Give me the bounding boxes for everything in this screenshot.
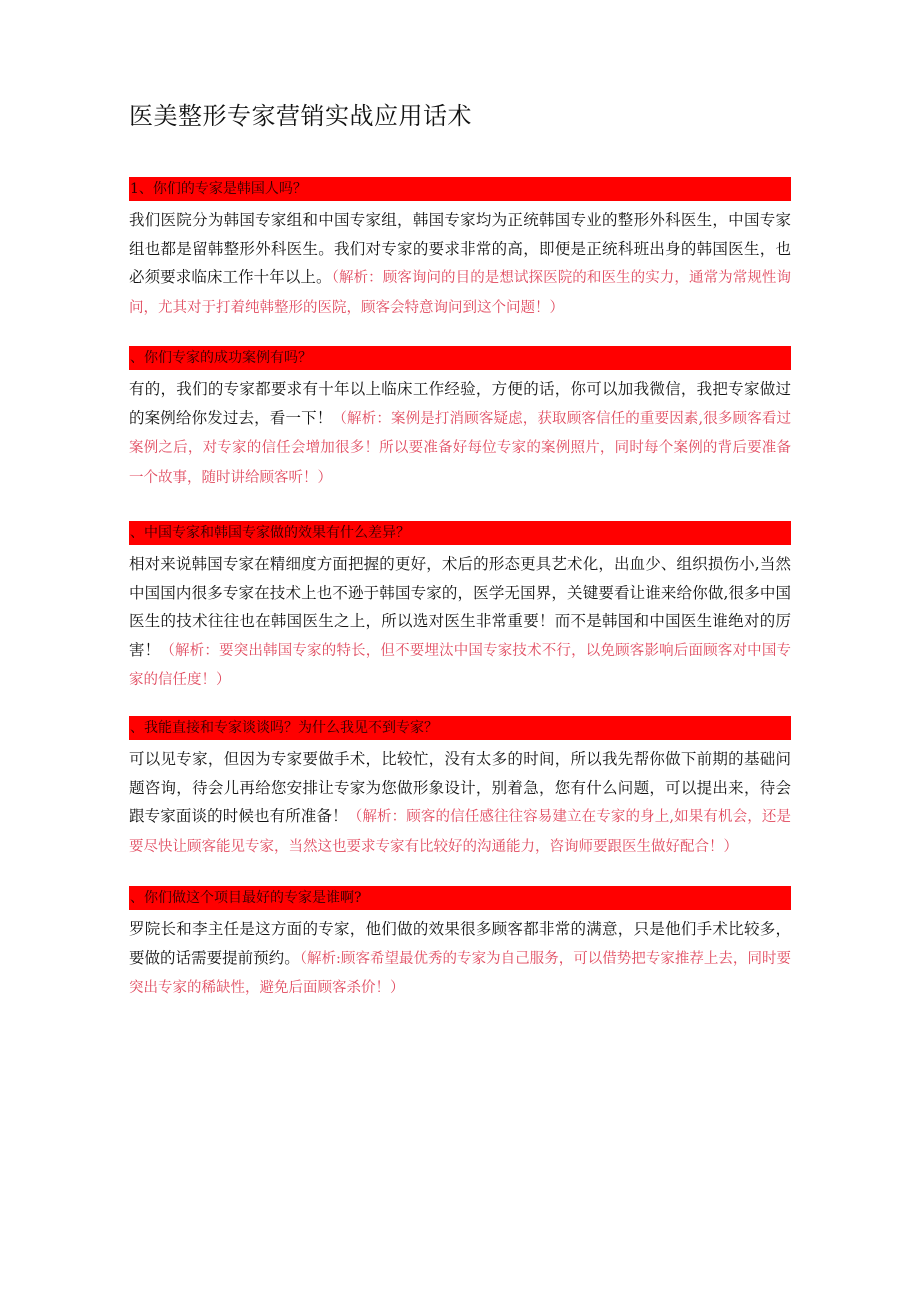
answer-paragraph xyxy=(129,375,791,492)
analysis-note: （解析：顾客询问的目的是想试探医院的和医生的实力，通常为常规性询问，尤其对于打着纯韩整形的医院，顾客会特意询问到这个问题！） xyxy=(129,270,791,316)
question-heading: 、你们做这个项目最好的专家是谁啊? xyxy=(129,886,791,910)
analysis-note: （解析：顾客的信任感往往容易建立在专家的身上,如果有机会，还是要尽快让顾客能见专家，当然这也要求专家有比较好的沟通能力，咨询师要跟医生做好配合！） xyxy=(129,809,791,855)
analysis-note: （解析:顾客希望最优秀的专家为自己服务，可以借势把专家推荐上去，同时要突出专家的稀缺性，避免后面顾客杀价！） xyxy=(129,950,791,996)
answer-text: 我们医院分为韩国专家组和中国专家组，韩国专家均为正统韩国专业的整形外科医生，中国专家组也都是留韩整形外科医生。我们对专家的要求非常的高，即便是正统科班出身的韩国医生，也必须要求临床工作十年以上。 xyxy=(129,211,791,286)
answer-paragraph xyxy=(129,745,791,861)
qa-section-3 xyxy=(129,521,791,695)
analysis-note: （解析：案例是打消顾客疑虑，获取顾客信任的重要因素,很多顾客看过案例之后，对专家的信任会增加很多！所以要准备好每位专家的案例照片，同时每个案例的背后要准备一个故事，随时讲给顾客听！） xyxy=(129,410,791,486)
question-heading: 1、你们的专家是韩国人吗？ xyxy=(129,177,791,201)
qa-section-1 xyxy=(129,177,791,322)
answer-text: 罗院长和李主任是这方面的专家，他们做的效果很多顾客都非常的满意，只是他们手术比较多，要做的话需要提前预约。 xyxy=(129,920,791,967)
answer-paragraph xyxy=(129,915,791,1003)
question-heading: 、中国专家和韩国专家做的效果有什么差异？ xyxy=(129,521,791,545)
answer-text: 有的，我们的专家都要求有十年以上临床工作经验，方便的话，你可以加我微信，我把专家做过的案例给你发过去，看一下！ xyxy=(129,380,791,427)
analysis-note: （解析：要突出韩国专家的特长，但不要埋汰中国专家技术不行，以免顾客影响后面顾客对中国专家的信任度！） xyxy=(129,642,791,688)
page-title: 医美整形专家营销实战应用话术 xyxy=(129,102,472,130)
question-heading: 、你们专家的成功案例有吗？ xyxy=(129,346,791,370)
answer-paragraph xyxy=(129,550,791,695)
qa-section-4 xyxy=(129,716,791,861)
answer-paragraph xyxy=(129,206,791,322)
answer-text: 可以见专家，但因为专家要做手术，比较忙，没有太多的时间，所以我先帮你做下前期的基础问题咨询，待会儿再给您安排让专家为您做形象设计，别着急，您有什么问题，可以提出来，待会跟专家面谈的时候也有所准备！ xyxy=(129,750,791,825)
question-heading: 、我能直接和专家谈谈吗？为什么我见不到专家？ xyxy=(129,716,791,740)
qa-section-5 xyxy=(129,886,791,1003)
qa-section-2 xyxy=(129,346,791,492)
answer-text: 相对来说韩国专家在精细度方面把握的更好，术后的形态更具艺术化，出血少、组织损伤小,当然中国国内很多专家在技术上也不逊于韩国专家的，医学无国界，关键要看让谁来给你做,很多中国医生的技术往往也在韩国医生之上，所以选对医生非常重要！而不是韩国和中国医生谁绝对的厉害！ xyxy=(129,555,791,659)
